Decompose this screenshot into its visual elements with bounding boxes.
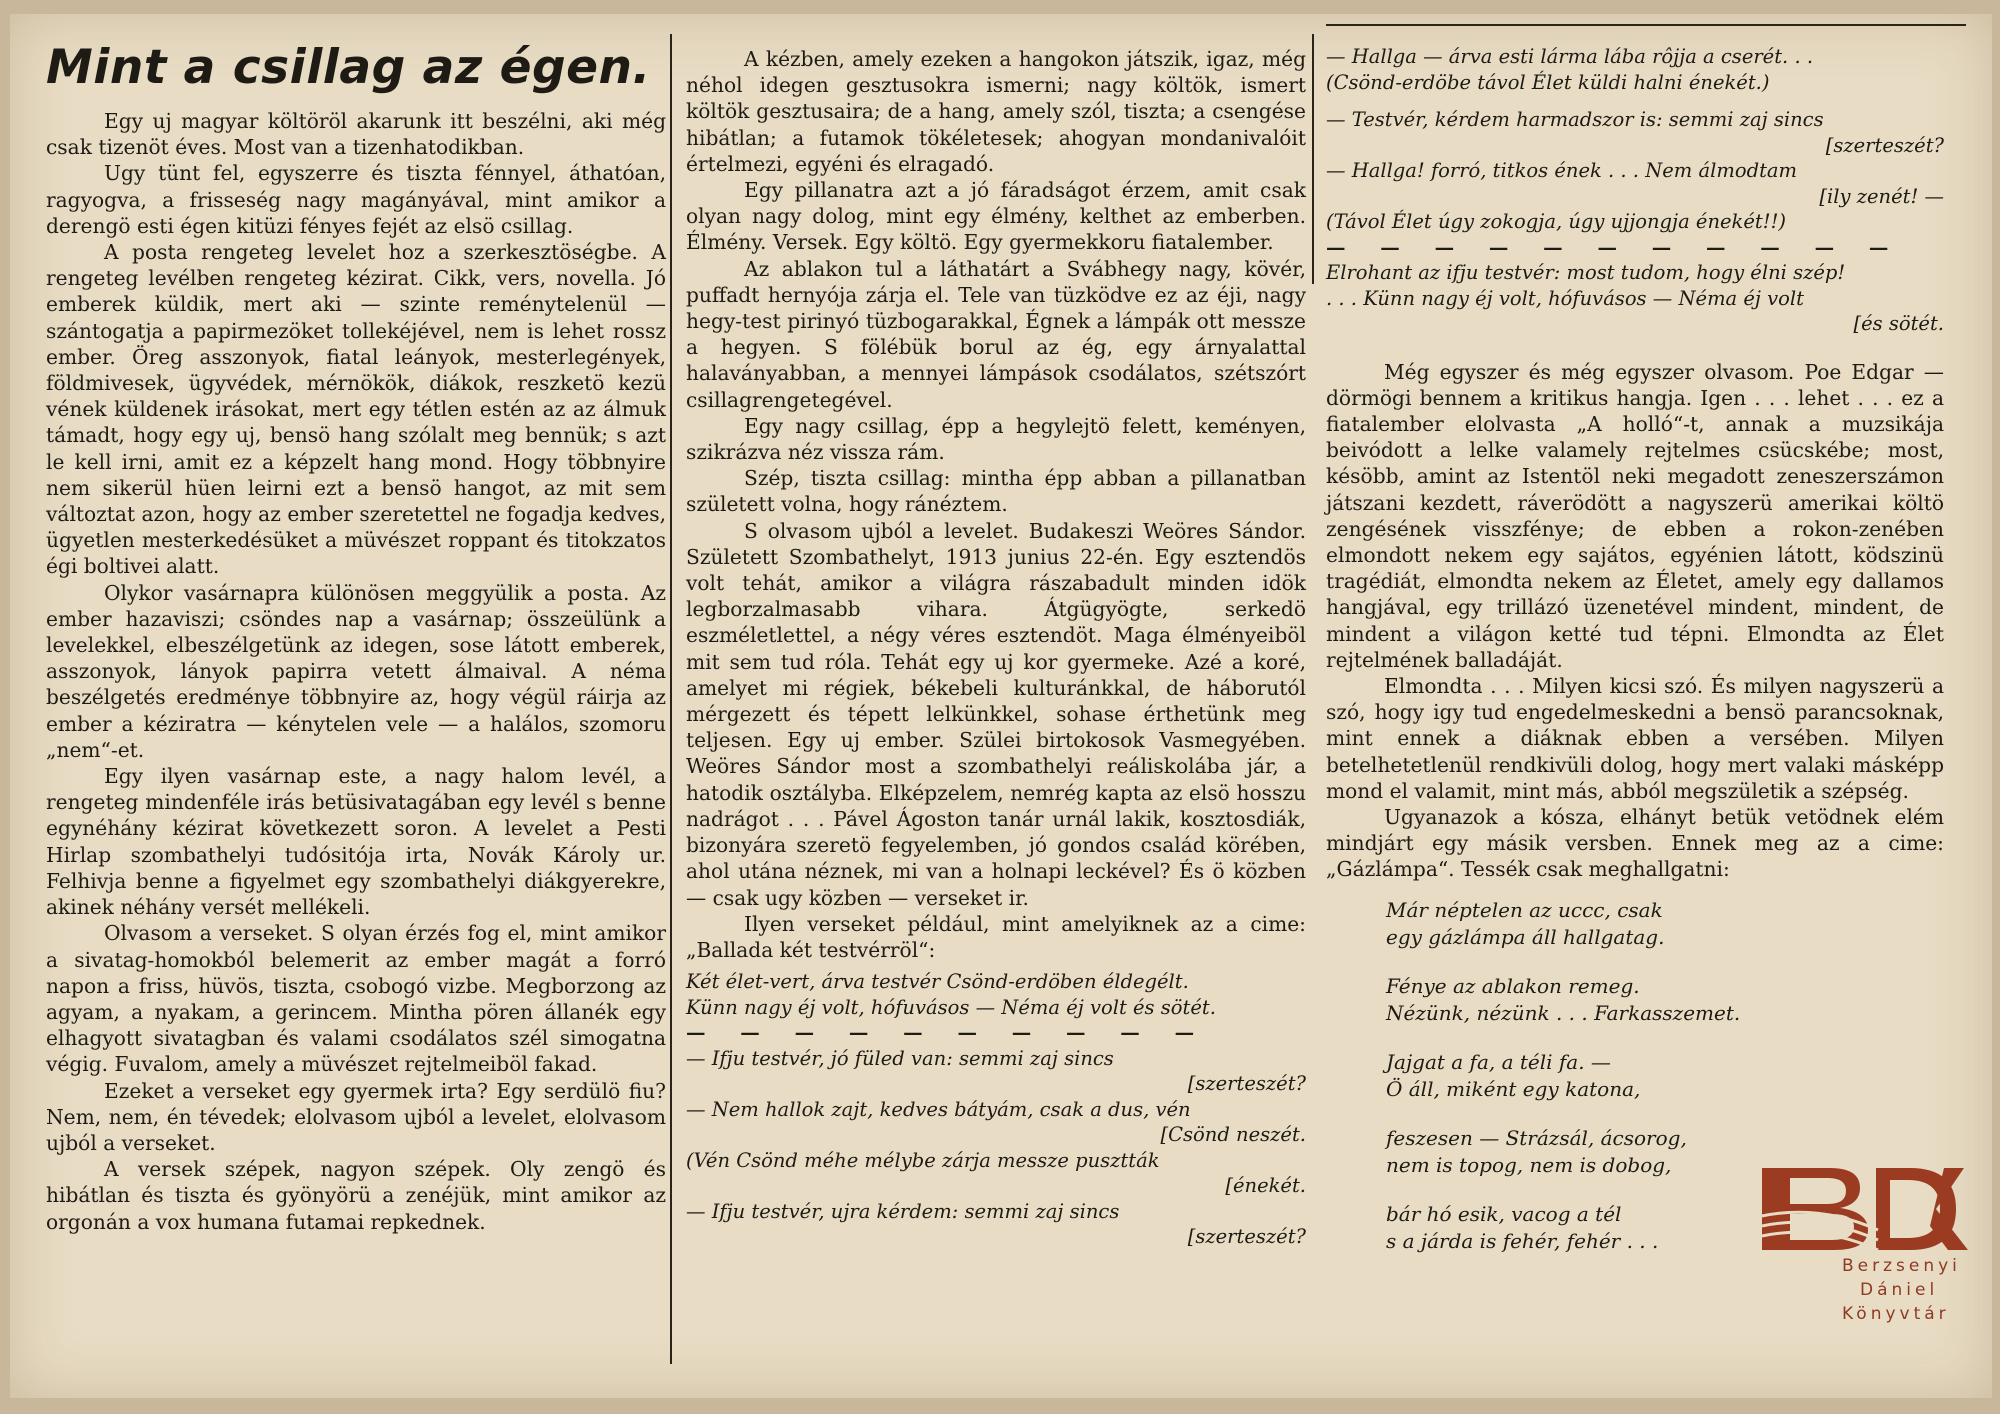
poem-line: Ö áll, miként egy katona, xyxy=(1386,1076,1641,1101)
poem-line: bár hó esik, vacog a tél xyxy=(1386,1201,1622,1226)
column-3-body xyxy=(1326,359,1944,883)
poem-line: [szerteszét? xyxy=(1187,1072,1306,1096)
poem-line: Már néptelen az uccc, csak xyxy=(1386,897,1663,922)
paragraph: Egy ilyen vasárnap este, a nagy halom levél, a rengeteg mindenféle irás betüsivatagában egy levél s benne egynéhány kézirat következett soron. A levelet a Pesti Hirlap szombathelyi tudósitója irta, Novák Károly ur. Felhivja benne a figyelmet egy szombathelyi diákgyerekre, akinek néhány versét mellékeli. xyxy=(46,764,666,920)
poem-line: — Hallga! forró, titkos ének . . . Nem álmodtam xyxy=(1326,159,1798,182)
poem-line: (Távol Élet úgy zokogja, úgy ujjongja énekét!!) xyxy=(1326,210,1787,233)
paragraph: Egy nagy csillag, épp a hegylejtö felett, keményen, szikrázva néz vissza rám. xyxy=(686,413,1306,465)
column-rule xyxy=(1312,34,1314,284)
poem-line: [szerteszét? xyxy=(1825,133,1944,157)
paragraph: A versek szépek, nagyon szépek. Oly zengö és hibátlan és tiszta és gyönyörü a zenéjük, mint amikor az orgonán a vox humana futamai repkednek. xyxy=(46,1157,666,1234)
paragraph: Olykor vasárnapra különösen meggyülik a posta. Az ember hazaviszi; csöndes nap a vasárnap; összeülünk a levelekkel, elbeszélgetünk az idegen, sose látott emberek, asszonyok, lányok papirra vetett álmaival. A néma beszélgetés eredménye többnyire az, hogy végül ráirja az ember a kéziratra — kénytelen vele — a halálos, szomoru „nem“-et. xyxy=(46,580,666,762)
poem-line: nem is topog, nem is dobog, xyxy=(1386,1152,1672,1177)
poem-line: Fénye az ablakon remeg. xyxy=(1386,973,1640,998)
poem-line: [Csönd neszét. xyxy=(1160,1123,1306,1147)
poem-line xyxy=(1386,1103,1944,1125)
poem-line: — Ifju testvér, ujra kérdem: semmi zaj sincs xyxy=(686,1199,1120,1223)
newspaper-page xyxy=(10,14,1992,1398)
poem-line xyxy=(1386,951,1944,973)
library-logo xyxy=(1760,1164,1990,1326)
ballad-poem xyxy=(686,969,1306,1250)
poem-line: Elrohant az ifju testvér: most tudom, hogy élni szép! xyxy=(1326,261,1846,284)
poem-line: [ily zenét! — xyxy=(1819,184,1944,208)
poem-line: — Testvér, kérdem harmadszor is: semmi zaj sincs xyxy=(1326,108,1824,131)
column-1-body xyxy=(46,108,666,1235)
poem-line: Jajgat a fa, a téli fa. — xyxy=(1386,1049,1611,1074)
paragraph: Elmondta . . . Milyen kicsi szó. És milyen nagyszerü a szó, hogy igy tud engedelmeskedni a bensö parancsoknak, mint ennek a diáknak ebben a versében. Milyen betelhetetlenül rendkivüli dolog, hogy mert valaki másképp mond el valamit, mint más, abból megszületik a szépség. xyxy=(1326,673,1944,803)
top-rule xyxy=(1326,24,1966,26)
paragraph: A kézben, amely ezeken a hangokon játszik, igaz, még néhol idegen gesztusokra ismerni; nagy költök, ismert költök gesztusaira; de a hang, amely szól, tiszta; a csengése hibátlan; a futamok tökéletesek; ahogyan mondanivalóit értelmezi, egyéni és elragadó. xyxy=(686,47,1306,176)
logo-word-3: Könyvtár xyxy=(1842,1304,1950,1324)
article-title: Mint a csillag az égen. xyxy=(46,40,651,95)
poem-line: Künn nagy éj volt, hófuvásos — Néma éj volt és sötét. xyxy=(686,995,1216,1019)
poem-line: feszesen — Strázsál, ácsorog, xyxy=(1386,1125,1687,1150)
paragraph: Az ablakon tul a láthatárt a Svábhegy nagy, kövér, puffadt hernyója zárja el. Tele van tüzködve ez az éji, nagy hegy-test pirinyó tüzbogarakkal, Égnek a lámpák ott messze a hegyen. S fölébük borul az ég, egy árnyalattal halaványabban, a mennyei lámpások csodálatos, szétszórt csillagrengetegével. xyxy=(686,256,1306,412)
logo-word-2: Dániel xyxy=(1860,1280,1939,1300)
poem-line: — — — — — — — — — — xyxy=(686,1021,1209,1045)
ballad-poem-continued xyxy=(1326,44,1944,337)
paragraph: Ilyen verseket például, mint amelyiknek az a cime: „Ballada két testvérröl“: xyxy=(686,911,1306,962)
paragraph: A posta rengeteg levelet hoz a szerkesztöségbe. A rengeteg levélben rengeteg kézirat. Cikk, vers, novella. Jó emberek küldik, mert aki — szinte reménytelenül — szántogatja a papirmezöket tollekéjével, nem is lehet rossz ember. Öreg asszonyok, fiatal leányok, mesterlegények, földmivesek, ügyvédek, mérnökök, diákok, reszketö kezü vének küldenek irásokat, mert egy tétlen estén az az álmuk támadt, hogy egy uj, bensö hang szólalt meg bennük; s azt le kell irni, amit ez a képzelt hang mond. Hogy többnyire nem sikerül hüen leirni ezt a bensö hangot, az mit sem változtat azon, hogy az ember szeretettel ne fogadja kedves, ügyetlen mesterkedésüket a müvészet roppant és titokzatos égi boltivei alatt. xyxy=(46,240,666,579)
poem-line: [és sötét. xyxy=(1853,312,1944,335)
poem-line xyxy=(1326,95,1944,107)
poem-line xyxy=(1386,1027,1944,1049)
poem-line: Nézünk, nézünk . . . Farkasszemet. xyxy=(1386,1000,1741,1025)
poem-line: [szerteszét? xyxy=(1187,1225,1306,1249)
paragraph: S olvasom ujból a levelet. Budakeszi Weöres Sándor. Született Szombathelyt, 1913 junius 22-én. Egy esztendös volt tehát, amikor a világra rászabadult minden idök legborzalmasabb vihara. Átgügyögte, serkedö eszméletlettel, a négy véres esztendöt. Maga élményeiböl mit sem tud róla. Tehát egy uj kor gyermeke. Azé a koré, amelyet mi régiek, békebeli kulturánkkal, de háborutól mérgezett és tépett lelkünkkel, sohase érthetünk meg teljesen. Egy uj ember. Szülei birtokosok Vasmegyében. Weöres Sándor most a szombathelyi reáliskolába jár, a hatodik osztályba. Elképzelem, nemrég kapta az elsö hosszu nadrágot . . . Pável Ágoston tanár urnál lakik, kosztosdiák, bizonyára szeretö fegyelemben, jó gondos család körében, ahol utána néznek, mi van a holnapi leckével? És ö közben — csak ugy közben — verseket ir. xyxy=(686,518,1306,910)
poem-line: — — — — — — — — — — — xyxy=(1326,235,1903,259)
column-2-body xyxy=(686,46,1306,963)
paragraph: Még egyszer és még egyszer olvasom. Poe Edgar — dörmögi bennem a kritikus hangja. Igen . . . lehet . . . ez a fiatalember elolvasta „A holló“-t, annak a muzsikája beivódott a lelke valamely rejtelmes csücskébe; most, késöbb, amint az Istentöl neki megadott zeneszerszámon játszani kezdett, ráverödött a nagyszerü amerikai költö zengésének visszfénye; de ebben a rokon-zenében elmondott nekem egy sajátos, egyénien látott, ködszinü tragédiát, elmondta nekem az Életet, amely egy dallamos hangjával, egy trillázó üzenetével mindent, mindent, de mindent a világon ketté tud tépni. Elmondta az Élet rejtelmének balladáját. xyxy=(1326,359,1944,672)
bdk-logo-mark xyxy=(1760,1164,1990,1254)
paragraph: Olvasom a verseket. S olyan érzés fog el, mint amikor a sivatag-homokból belemerit az ember magát a forró napon a friss, hüvös, tiszta, csobogó vizbe. Megborzong az agyam, a nyakam, a gerincem. Mintha pören állanék egy elhagyott sivatagban és valami csodálatos szél simogatna végig. Fuvalom, amely a müvészet rejtelmeiböl fakad. xyxy=(46,921,666,1077)
paragraph: Ezeket a verseket egy gyermek irta? Egy serdülö fiu? Nem, nem, én tévedek; elolvasom ujból a levelet, elolvasom ujból a verseket. xyxy=(46,1078,666,1155)
column-3 xyxy=(1326,44,1944,1255)
poem-line: [énekét. xyxy=(1225,1174,1306,1198)
column-1 xyxy=(46,40,666,1235)
poem-line: . . . Künn nagy éj volt, hófuvásos — Néma éj volt xyxy=(1326,286,1804,310)
paragraph: Ugy tünt fel, egyszerre és tiszta fénnyel, áthatóan, ragyogva, a frisseség nagy magányával, mint amikor a derengö esti égen kitüzi fényes fejét az elsö csillag. xyxy=(46,161,666,238)
poem-line: (Vén Csönd méhe mélybe zárja messze pusztták xyxy=(686,1148,1160,1172)
poem-line: — Hallga — árva esti lárma lába rôjja a cserét. . . xyxy=(1326,45,1814,68)
paragraph: Egy uj magyar költöröl akarunk itt beszélni, aki még csak tizenöt éves. Most van a tizenhatodikban. xyxy=(46,109,666,160)
paragraph: Egy pillanatra azt a jó fáradságot érzem, amit csak olyan nagy dolog, mint egy élmény, kelthet az emberben. Élmény. Versek. Egy költö. Egy gyermekkoru fiatalember. xyxy=(686,178,1306,255)
paragraph: Ugyanazok a kósza, elhányt betük vetödnek elém mindjárt egy másik versben. Ennek meg az a cime: „Gázlámpa“. Tessék csak meghallgatni: xyxy=(1326,804,1944,882)
poem-line: s a járda is fehér, fehér . . . xyxy=(1386,1228,1659,1253)
poem-line: egy gázlámpa áll hallgatag. xyxy=(1386,924,1665,949)
logo-word-1: Berzsenyi xyxy=(1842,1256,1961,1276)
poem-line: — Ifju testvér, jó füled van: semmi zaj sincs xyxy=(686,1046,1114,1070)
column-rule xyxy=(670,34,672,1364)
poem-line: Két élet-vert, árva testvér Csönd-erdöben éldegélt. xyxy=(686,970,1189,994)
column-2 xyxy=(686,46,1306,1250)
poem-line: (Csönd-erdöbe távol Élet küldi halni énekét.) xyxy=(1326,70,1770,94)
paragraph: Szép, tiszta csillag: mintha épp abban a pillanatban született volna, hogy ránéztem. xyxy=(686,466,1306,517)
poem-line: — Nem hallok zajt, kedves bátyám, csak a dus, vén xyxy=(686,1097,1191,1121)
